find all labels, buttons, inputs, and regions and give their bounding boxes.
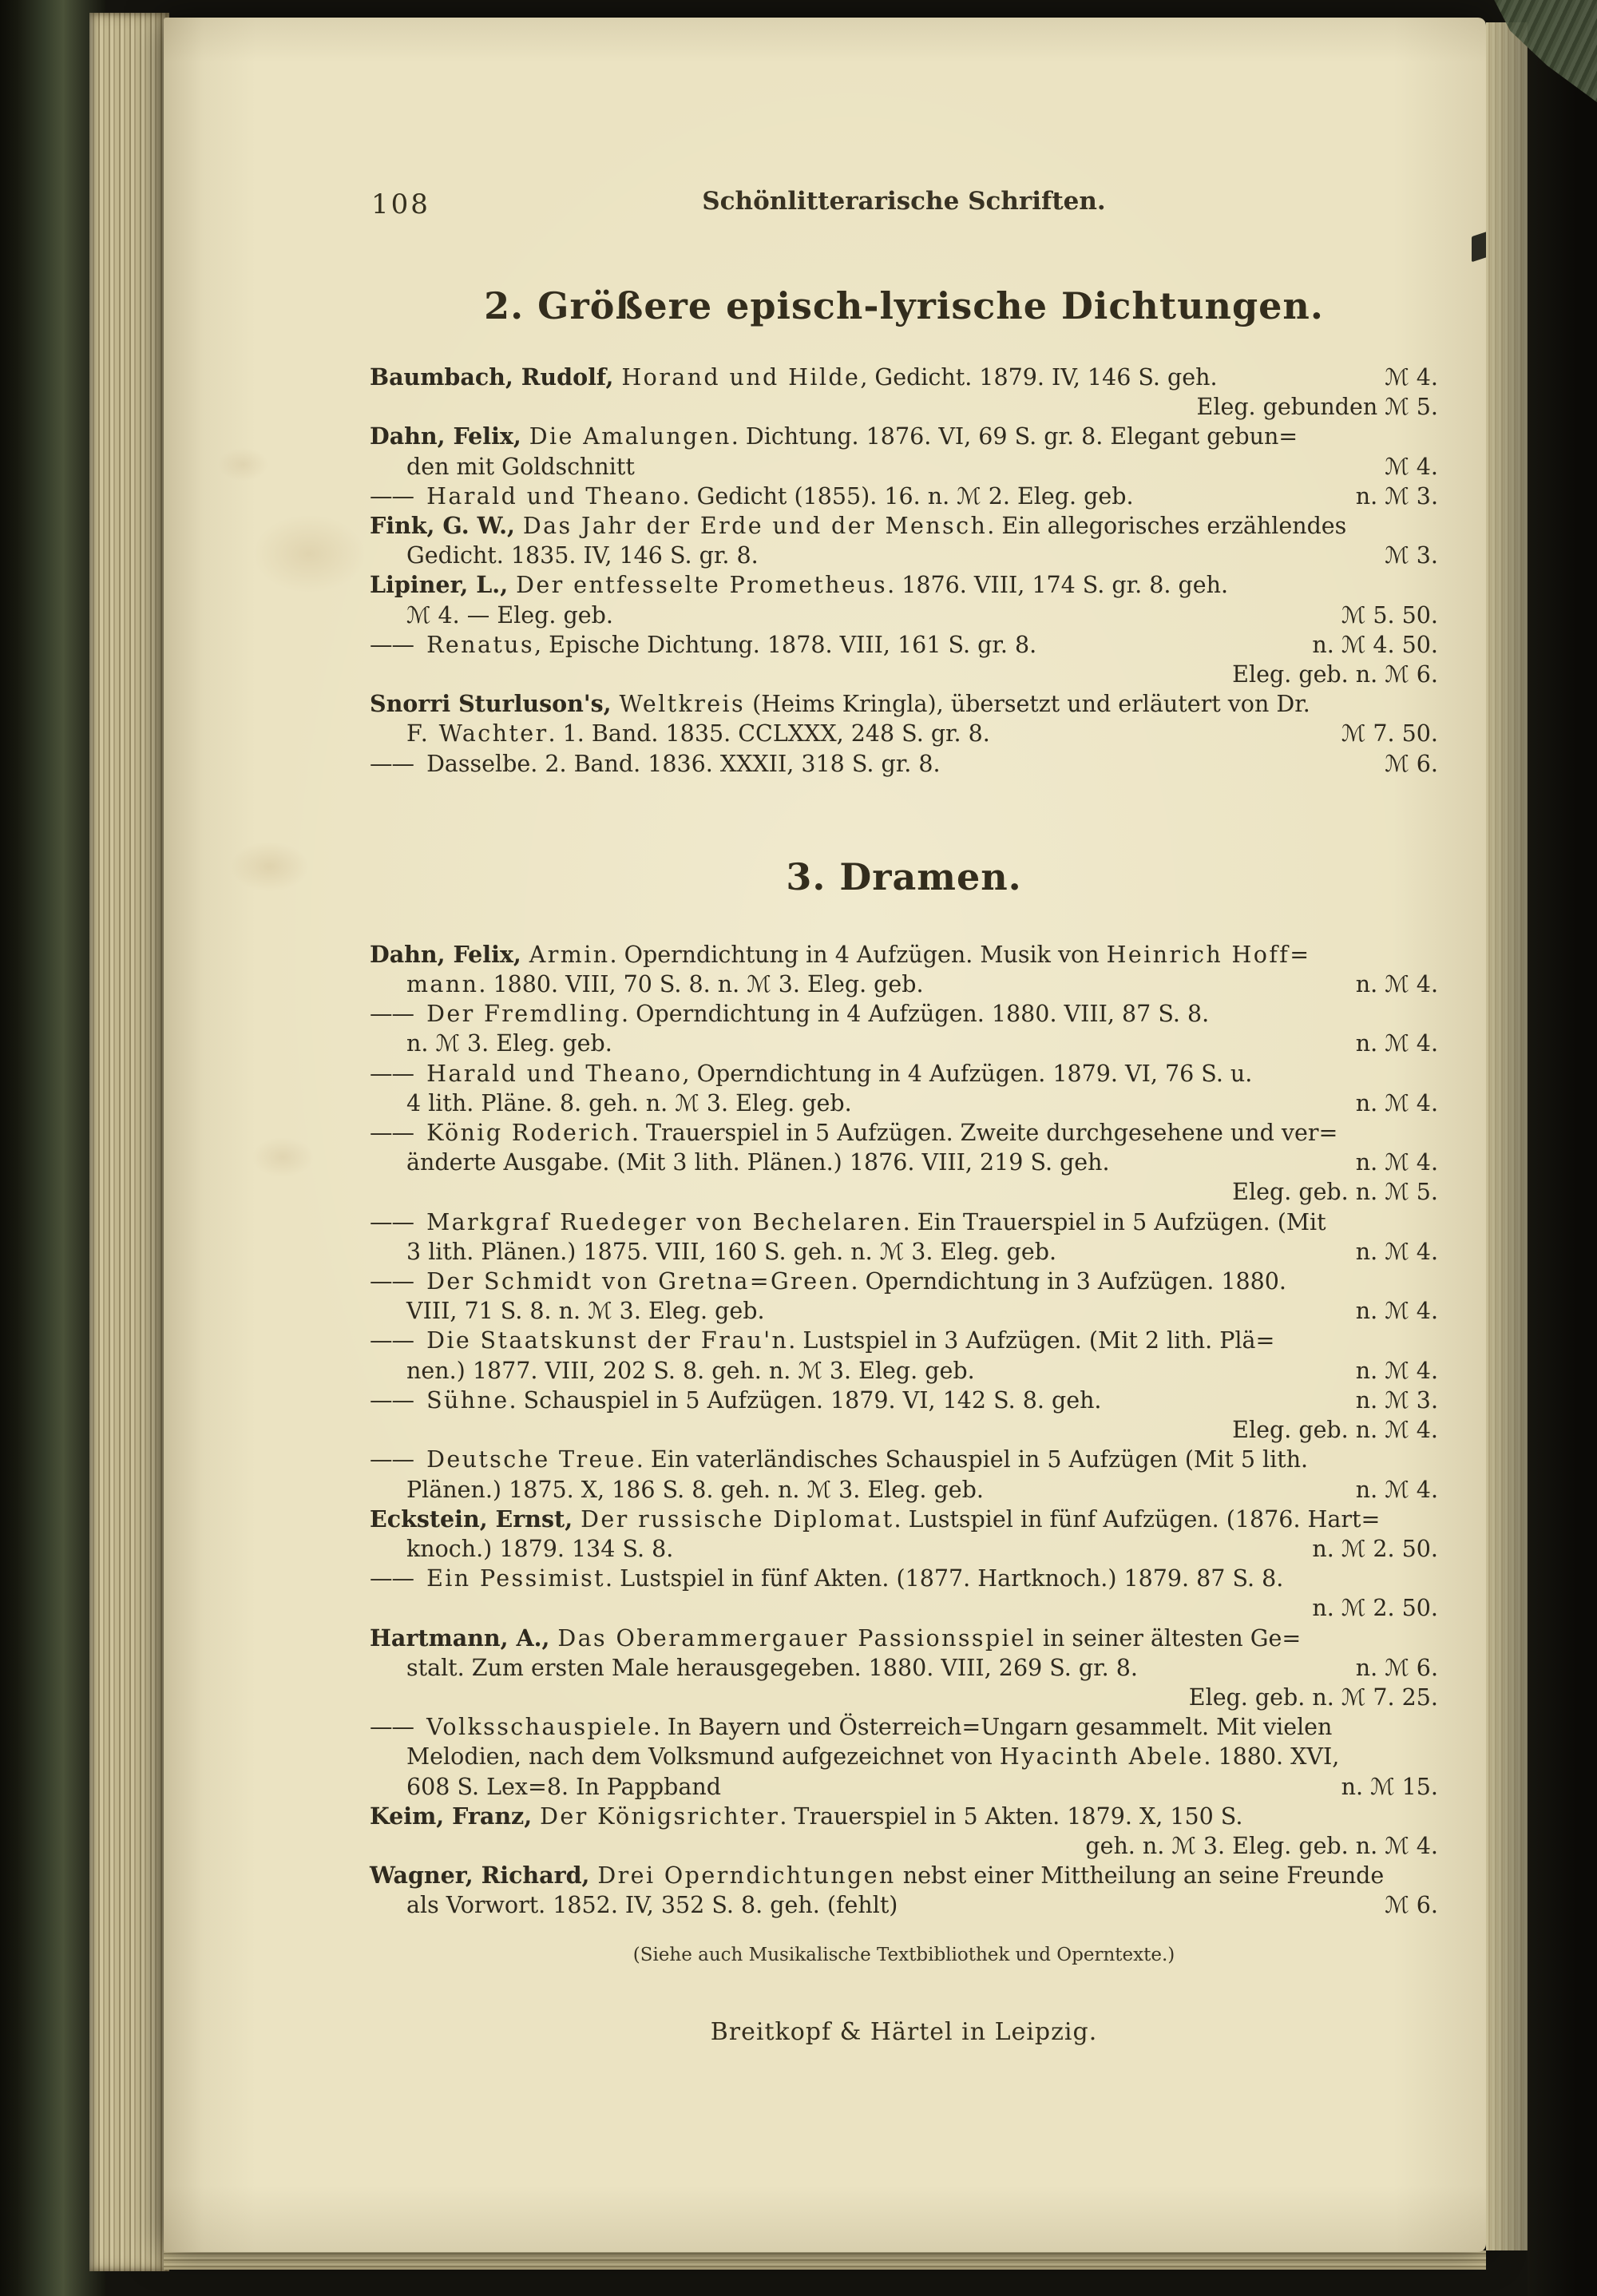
entry-line [370, 970, 1438, 999]
author-name: Hartmann, A., [370, 1624, 558, 1652]
entry-line [370, 1593, 1438, 1623]
price: n. ℳ 3. [1355, 1386, 1438, 1414]
catalog-entry [370, 999, 1438, 1058]
entry-line [370, 1831, 1438, 1861]
entry-line-text [370, 689, 1310, 719]
price: n. ℳ 15. [1341, 1773, 1438, 1800]
entry-line-text [370, 940, 1311, 970]
entry-line [370, 1326, 1438, 1355]
entry-text: . In Bayern und Österreich=Ungarn gesammelt. Mit vielen [652, 1714, 1333, 1741]
entry-line-text [370, 511, 1346, 541]
entry-line [370, 1118, 1438, 1148]
entry-text: . Lustspiel in fünf Aufzügen. (1876. Hart= [894, 1505, 1381, 1533]
entry-line [370, 363, 1438, 392]
entry-line [370, 1237, 1438, 1267]
entry-text: . Dichtung. 1876. VI, 69 S. gr. 8. Elegant gebun= [731, 423, 1298, 450]
price: ℳ 3. [1385, 542, 1438, 569]
work-title: Harald und Theano [426, 482, 683, 510]
author-name: Dahn, Felix, [370, 422, 529, 450]
price: Eleg. gebunden ℳ 5. [1196, 394, 1438, 421]
catalog-entry [370, 422, 1438, 481]
entry-line-text [406, 1356, 975, 1386]
entry-list [370, 363, 1438, 779]
work-title: Renatus [426, 631, 534, 658]
entry-line-text [370, 570, 1228, 600]
author-name: Baumbach, Rudolf, [370, 363, 622, 391]
price: geh. n. ℳ 3. Eleg. geb. n. ℳ 4. [1085, 1832, 1438, 1859]
entry-line [370, 1029, 1438, 1058]
book-cover-right [1528, 0, 1597, 2296]
work-title: Sühne [426, 1386, 509, 1414]
entry-line [370, 999, 1438, 1029]
footnote: (Siehe auch Musikalische Textbibliothek und Operntexte.) [632, 1944, 1175, 1965]
work-title: F. Wachter [406, 720, 549, 747]
entry-line-text [406, 1029, 612, 1058]
entry-line-text [370, 1267, 1286, 1296]
work-title: Das Jahr der Erde und der Mensch [522, 513, 988, 540]
entry-list [370, 940, 1438, 1921]
price: n. ℳ 6. [1355, 1654, 1438, 1681]
entry-line [370, 1089, 1438, 1118]
section-title: 3. Dramen. [786, 855, 1022, 898]
page-content [164, 18, 1486, 2252]
entry-line [370, 1415, 1438, 1445]
entry-text: . Gedicht (1855). 16. n. ℳ 2. Eleg. geb. [682, 482, 1134, 510]
entry-line [370, 1802, 1438, 1831]
entry-line-text [370, 1386, 1102, 1415]
entry-line [370, 719, 1438, 748]
ditto-dash: —— [370, 1268, 421, 1295]
price: n. ℳ 4. [1355, 1476, 1438, 1503]
ditto-dash: —— [370, 1208, 421, 1235]
work-title: Der Fremdling [426, 1001, 622, 1028]
entry-text: Melodien, nach dem Volksmund aufgezeichnet von [406, 1743, 1000, 1771]
entry-line-text [370, 1802, 1242, 1831]
entry-text: . 1880. XVI, [1203, 1743, 1340, 1771]
catalog-entry [370, 1861, 1438, 1920]
entry-line-text [370, 630, 1036, 660]
entry-line [370, 1624, 1438, 1653]
price: n. ℳ 3. [1355, 482, 1438, 510]
catalog-entry [370, 511, 1438, 570]
entry-text: 608 S. Lex=8. In Pappband [406, 1773, 721, 1800]
entry-line [370, 1475, 1438, 1505]
work-title: Das Oberammergauer Passionsspiel [557, 1624, 1036, 1652]
work-title: Der russische Diplomat [581, 1505, 894, 1533]
price: ℳ 5. 50. [1341, 601, 1438, 629]
catalog-entry [370, 570, 1438, 629]
catalog-entry [370, 1059, 1438, 1118]
work-title: Horand und Hilde [621, 364, 861, 391]
price: n. ℳ 4. [1355, 971, 1438, 998]
price: n. ℳ 4. [1355, 1149, 1438, 1176]
entry-text: . 1. Band. 1835. CCLXXX, 248 S. gr. 8. [548, 720, 990, 747]
price: n. ℳ 4. [1355, 1238, 1438, 1265]
work-title: Volksschauspiele [426, 1714, 653, 1741]
price: n. ℳ 2. 50. [1312, 1535, 1438, 1562]
ditto-dash: —— [370, 1386, 421, 1414]
entry-line [370, 601, 1438, 630]
ditto-dash: —— [370, 1001, 421, 1028]
price: Eleg. geb. n. ℳ 5. [1232, 1179, 1438, 1206]
entry-line-text [406, 601, 613, 630]
entry-text: Gedicht. 1835. IV, 146 S. gr. 8. [406, 542, 759, 569]
catalog-entry [370, 1712, 1438, 1802]
entry-line-text [370, 422, 1298, 451]
ditto-dash: —— [370, 1060, 421, 1087]
entry-line-text [406, 1475, 984, 1505]
page-stack-bottom [164, 2250, 1486, 2270]
ditto-dash: —— [370, 750, 421, 777]
entry-line [370, 630, 1438, 660]
work-title: Deutsche Treue [426, 1446, 636, 1473]
entry-text: 3 lith. Plänen.) 1875. VIII, 160 S. geh. n. ℳ 3. Eleg. geb. [406, 1238, 1057, 1265]
entry-line-text [406, 1890, 898, 1920]
entry-line [370, 1296, 1438, 1326]
catalog-entry [370, 1267, 1438, 1326]
entry-line [370, 1564, 1438, 1593]
entry-line [370, 1890, 1438, 1920]
entry-text: . Ein vaterländisches Schauspiel in 5 Aufzügen (Mit 5 lith. [636, 1446, 1309, 1473]
entry-text: nebst einer Mittheilung an seine Freunde [895, 1862, 1385, 1890]
book-page [164, 18, 1486, 2252]
entry-text: 4 lith. Pläne. 8. geh. n. ℳ 3. Eleg. geb. [406, 1089, 852, 1116]
catalog-entry [370, 1118, 1438, 1207]
author-name: Snorri Sturluson's, [370, 690, 620, 718]
entry-line-text [406, 1296, 765, 1326]
entry-line-text [370, 1118, 1337, 1148]
entry-line-text [370, 1505, 1380, 1534]
entry-text: Plänen.) 1875. X, 186 S. 8. geh. n. ℳ 3. Eleg. geb. [406, 1476, 984, 1503]
entry-text: . Trauerspiel in 5 Akten. 1879. X, 150 S. [779, 1802, 1243, 1830]
work-title: Harald und Theano [426, 1060, 683, 1087]
catalog-entry [370, 1505, 1438, 1564]
price: n. ℳ 2. 50. [1312, 1595, 1438, 1622]
price: ℳ 6. [1385, 1892, 1438, 1919]
price: Eleg. geb. n. ℳ 7. 25. [1188, 1683, 1438, 1711]
catalog-entry [370, 1564, 1438, 1623]
entry-line-text [370, 363, 1218, 392]
entry-line-text [370, 1059, 1252, 1089]
catalog-section [370, 855, 1438, 1921]
price: n. ℳ 4. 50. [1312, 631, 1438, 658]
work-title: Heinrich Hoff= [1106, 941, 1311, 968]
entry-text: änderte Ausgabe. (Mit 3 lith. Plänen.) 1876. VIII, 219 S. geh. [406, 1149, 1110, 1176]
price: n. ℳ 4. [1355, 1030, 1438, 1057]
entry-line [370, 1445, 1438, 1474]
price: n. ℳ 4. [1355, 1357, 1438, 1384]
entry-text: . Operndichtung in 4 Aufzügen. Musik von [609, 941, 1107, 968]
entry-line-text [406, 1237, 1056, 1267]
ditto-dash: —— [370, 1446, 421, 1473]
entry-line [370, 1386, 1438, 1415]
entry-line-text [406, 1534, 673, 1564]
price: Eleg. geb. n. ℳ 6. [1232, 661, 1438, 688]
catalog-content [370, 284, 1438, 1921]
entry-line-text [406, 719, 990, 748]
ditto-dash: —— [370, 631, 421, 658]
catalog-entry [370, 1624, 1438, 1713]
entry-line [370, 482, 1438, 511]
entry-line [370, 1505, 1438, 1534]
entry-text: n. ℳ 3. Eleg. geb. [406, 1030, 612, 1057]
entry-line [370, 1742, 1438, 1771]
catalog-entry [370, 1802, 1438, 1861]
catalog-entry [370, 1207, 1438, 1267]
entry-line [370, 570, 1438, 600]
entry-text: (Heims Kringla), übersetzt und erläutert von Dr. [745, 691, 1310, 718]
entry-line [370, 1861, 1438, 1890]
author-name: Fink, G. W., [370, 512, 523, 540]
catalog-entry [370, 689, 1438, 748]
work-title: mann [406, 971, 479, 998]
entry-line-text [406, 452, 635, 482]
entry-text: . Schauspiel in 5 Aufzügen. 1879. VI, 142 S. 8. geh. [509, 1386, 1102, 1414]
work-title: König Roderich [426, 1120, 632, 1147]
entry-text: . 1880. VIII, 70 S. 8. n. ℳ 3. Eleg. geb. [478, 971, 924, 998]
entry-line-text [370, 1445, 1308, 1474]
author-name: Wagner, Richard, [370, 1862, 598, 1890]
work-title: Drei Operndichtungen [597, 1862, 896, 1890]
price: ℳ 7. 50. [1341, 720, 1438, 747]
work-title: Armin [529, 941, 610, 968]
entry-line [370, 940, 1438, 970]
entry-text: . Lustspiel in 3 Aufzügen. (Mit 2 lith. Plä= [788, 1327, 1275, 1354]
price: Eleg. geb. n. ℳ 4. [1232, 1417, 1438, 1444]
entry-line-text [406, 1742, 1339, 1771]
catalog-entry [370, 1386, 1438, 1445]
entry-line [370, 1653, 1438, 1683]
entry-line [370, 452, 1438, 482]
entry-line-text [406, 1653, 1138, 1683]
entry-text: ℳ 4. — Eleg. geb. [406, 601, 613, 629]
entry-text: , Operndichtung in 4 Aufzügen. 1879. VI, 76 S. u. [682, 1060, 1253, 1087]
entry-line [370, 1148, 1438, 1177]
entry-line [370, 689, 1438, 719]
entry-line [370, 541, 1438, 570]
ditto-dash: —— [370, 1565, 421, 1592]
entry-line [370, 511, 1438, 541]
entry-line [370, 1534, 1438, 1564]
entry-text: . Operndichtung in 3 Aufzügen. 1880. [850, 1268, 1286, 1295]
running-head [370, 187, 1438, 222]
entry-line-text [370, 749, 941, 779]
entry-line-text [370, 1326, 1274, 1355]
entry-text: , Gedicht. 1879. IV, 146 S. geh. [860, 364, 1218, 391]
entry-text: . Operndichtung in 4 Aufzügen. 1880. VIII, 87 S. 8. [621, 1001, 1210, 1028]
ditto-dash: —— [370, 1714, 421, 1741]
price: n. ℳ 4. [1355, 1298, 1438, 1325]
entry-line [370, 1712, 1438, 1742]
author-name: Dahn, Felix, [370, 940, 529, 968]
entry-line-text [406, 1089, 852, 1118]
entry-line [370, 1207, 1438, 1237]
author-name: Keim, Franz, [370, 1802, 541, 1830]
work-title: Der entfesselte Prometheus [516, 572, 888, 599]
work-title: Hyacinth Abele [999, 1743, 1204, 1771]
entry-text: Dasselbe. 2. Band. 1836. XXXII, 318 S. gr. 8. [426, 750, 941, 777]
entry-line-text [406, 1772, 721, 1802]
catalog-entry [370, 1445, 1438, 1504]
publisher-imprint: Breitkopf & Härtel in Leipzig. [710, 2017, 1098, 2046]
author-name: Eckstein, Ernst, [370, 1505, 581, 1533]
catalog-entry [370, 940, 1438, 999]
entry-text: . Ein Trauerspiel in 5 Aufzügen. (Mit [902, 1208, 1326, 1235]
entry-text: knoch.) 1879. 134 S. 8. [406, 1535, 674, 1562]
entry-line [370, 422, 1438, 451]
price: n. ℳ 4. [1355, 1089, 1438, 1116]
entry-text: als Vorwort. 1852. IV, 352 S. 8. geh. (fehlt) [406, 1892, 898, 1919]
entry-text: VIII, 71 S. 8. n. ℳ 3. Eleg. geb. [406, 1298, 765, 1325]
work-title: Ein Pessimist [426, 1565, 605, 1592]
ditto-dash: —— [370, 482, 421, 510]
entry-text: . Lustspiel in fünf Akten. (1877. Hartknoch.) 1879. 87 S. 8. [604, 1565, 1284, 1592]
work-title: Markgraf Ruedeger von Bechelaren [426, 1208, 903, 1235]
ditto-dash: —— [370, 1327, 421, 1354]
entry-line [370, 660, 1438, 689]
running-title: Schönlitterarische Schriften. [702, 187, 1106, 216]
entry-text: . 1876. VIII, 174 S. gr. 8. geh. [887, 572, 1229, 599]
entry-line-text [370, 1861, 1384, 1890]
section-title: 2. Größere episch-lyrische Dichtungen. [484, 284, 1324, 327]
entry-text: . Trauerspiel in 5 Aufzügen. Zweite durchgesehene und ver= [631, 1120, 1338, 1147]
entry-line [370, 749, 1438, 779]
work-title: Der Schmidt von Gretna=Green [426, 1268, 851, 1295]
entry-line-text [370, 1624, 1301, 1653]
entry-line [370, 392, 1438, 422]
entry-line [370, 1177, 1438, 1207]
entry-line [370, 1267, 1438, 1296]
entry-line [370, 1683, 1438, 1712]
price: ℳ 4. [1385, 364, 1438, 391]
entry-line [370, 1059, 1438, 1089]
entry-line-text [406, 970, 924, 999]
page-stack-left [89, 13, 169, 2271]
entry-line [370, 1356, 1438, 1386]
entry-text: , Epische Dichtung. 1878. VIII, 161 S. gr. 8. [533, 631, 1037, 658]
price: ℳ 6. [1385, 750, 1438, 777]
entry-line-text [370, 1564, 1283, 1593]
entry-line [370, 1772, 1438, 1802]
entry-line-text [406, 541, 759, 570]
page-number: 108 [371, 188, 430, 220]
entry-line-text [370, 1712, 1332, 1742]
work-title: Die Staatskunst der Frau'n [426, 1327, 789, 1354]
catalog-section [370, 284, 1438, 779]
work-title: Die Amalungen [529, 423, 731, 450]
catalog-entry [370, 630, 1438, 689]
entry-line-text [370, 1207, 1326, 1237]
entry-text: in seiner ältesten Ge= [1035, 1624, 1302, 1652]
author-name: Lipiner, L., [370, 571, 517, 599]
entry-line-text [370, 482, 1134, 511]
entry-text: stalt. Zum ersten Male herausgegeben. 1880. VIII, 269 S. gr. 8. [406, 1654, 1138, 1681]
entry-line-text [406, 1148, 1110, 1177]
catalog-entry [370, 482, 1438, 511]
work-title: Der Königsrichter [540, 1802, 780, 1830]
entry-text: den mit Goldschnitt [406, 453, 635, 480]
entry-line-text [370, 999, 1209, 1029]
work-title: Weltkreis [619, 691, 746, 718]
page-edge-right [1486, 22, 1529, 2250]
catalog-entry [370, 363, 1438, 422]
catalog-entry [370, 1326, 1438, 1385]
catalog-entry [370, 749, 1438, 779]
price: ℳ 4. [1385, 453, 1438, 480]
entry-text: nen.) 1877. VIII, 202 S. 8. geh. n. ℳ 3. Eleg. geb. [406, 1357, 975, 1384]
entry-text: . Ein allegorisches erzählendes [987, 513, 1347, 540]
ditto-dash: —— [370, 1120, 421, 1147]
